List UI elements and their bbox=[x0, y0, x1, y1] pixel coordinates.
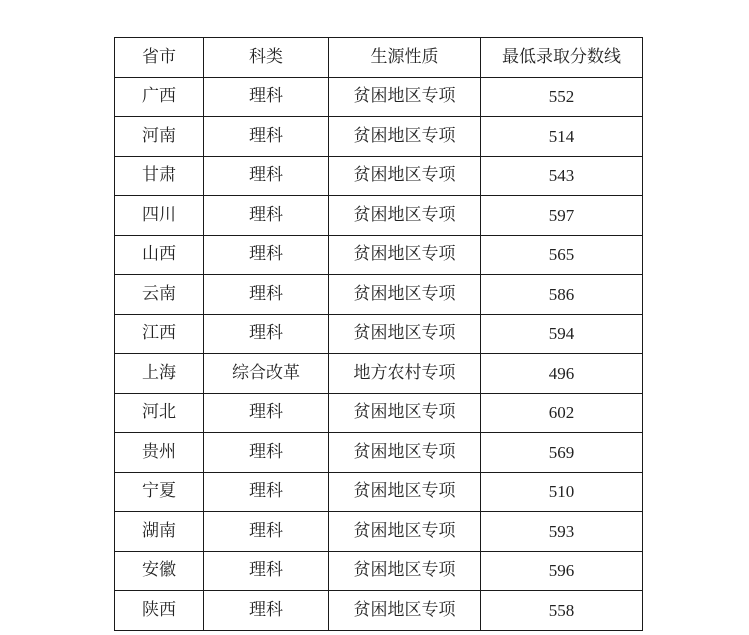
category-cell: 理科 bbox=[204, 117, 329, 157]
category-cell: 理科 bbox=[204, 275, 329, 315]
score-cell: 510 bbox=[481, 472, 643, 512]
table-row bbox=[115, 77, 643, 117]
category-cell: 理科 bbox=[204, 512, 329, 552]
table-row bbox=[115, 551, 643, 591]
category-cell: 理科 bbox=[204, 472, 329, 512]
source-type-cell: 贫困地区专项 bbox=[329, 77, 481, 117]
province-cell: 云南 bbox=[115, 275, 204, 315]
province-cell: 山西 bbox=[115, 235, 204, 275]
source-type-cell: 地方农村专项 bbox=[329, 354, 481, 394]
score-cell: 586 bbox=[481, 275, 643, 315]
province-cell: 甘肃 bbox=[115, 156, 204, 196]
province-cell: 江西 bbox=[115, 314, 204, 354]
source-type-cell: 贫困地区专项 bbox=[329, 512, 481, 552]
score-cell: 552 bbox=[481, 77, 643, 117]
header-category: 科类 bbox=[204, 38, 329, 78]
province-cell: 贵州 bbox=[115, 433, 204, 473]
score-cell: 594 bbox=[481, 314, 643, 354]
table-row bbox=[115, 235, 643, 275]
category-cell: 理科 bbox=[204, 314, 329, 354]
province-cell: 安徽 bbox=[115, 551, 204, 591]
table-row bbox=[115, 314, 643, 354]
category-cell: 理科 bbox=[204, 77, 329, 117]
source-type-cell: 贫困地区专项 bbox=[329, 393, 481, 433]
table-row bbox=[115, 354, 643, 394]
category-cell: 理科 bbox=[204, 551, 329, 591]
score-cell: 558 bbox=[481, 591, 643, 631]
source-type-cell: 贫困地区专项 bbox=[329, 275, 481, 315]
table-row bbox=[115, 117, 643, 157]
admission-score-table bbox=[114, 37, 643, 631]
province-cell: 湖南 bbox=[115, 512, 204, 552]
province-cell: 河南 bbox=[115, 117, 204, 157]
score-cell: 514 bbox=[481, 117, 643, 157]
category-cell: 理科 bbox=[204, 433, 329, 473]
category-cell: 综合改革 bbox=[204, 354, 329, 394]
source-type-cell: 贫困地区专项 bbox=[329, 156, 481, 196]
score-cell: 602 bbox=[481, 393, 643, 433]
score-cell: 543 bbox=[481, 156, 643, 196]
province-cell: 上海 bbox=[115, 354, 204, 394]
header-province: 省市 bbox=[115, 38, 204, 78]
score-cell: 496 bbox=[481, 354, 643, 394]
table-header-row bbox=[115, 38, 643, 78]
table-row bbox=[115, 393, 643, 433]
table-row bbox=[115, 275, 643, 315]
source-type-cell: 贫困地区专项 bbox=[329, 235, 481, 275]
province-cell: 广西 bbox=[115, 77, 204, 117]
province-cell: 宁夏 bbox=[115, 472, 204, 512]
province-cell: 陕西 bbox=[115, 591, 204, 631]
table-row bbox=[115, 433, 643, 473]
score-cell: 569 bbox=[481, 433, 643, 473]
category-cell: 理科 bbox=[204, 393, 329, 433]
source-type-cell: 贫困地区专项 bbox=[329, 551, 481, 591]
source-type-cell: 贫困地区专项 bbox=[329, 314, 481, 354]
score-cell: 565 bbox=[481, 235, 643, 275]
table-row bbox=[115, 512, 643, 552]
category-cell: 理科 bbox=[204, 235, 329, 275]
source-type-cell: 贫困地区专项 bbox=[329, 472, 481, 512]
category-cell: 理科 bbox=[204, 196, 329, 236]
source-type-cell: 贫困地区专项 bbox=[329, 117, 481, 157]
source-type-cell: 贫困地区专项 bbox=[329, 433, 481, 473]
province-cell: 四川 bbox=[115, 196, 204, 236]
table-row bbox=[115, 472, 643, 512]
category-cell: 理科 bbox=[204, 156, 329, 196]
source-type-cell: 贫困地区专项 bbox=[329, 591, 481, 631]
table-row bbox=[115, 196, 643, 236]
category-cell: 理科 bbox=[204, 591, 329, 631]
score-cell: 593 bbox=[481, 512, 643, 552]
header-min-score: 最低录取分数线 bbox=[481, 38, 643, 78]
header-source-type: 生源性质 bbox=[329, 38, 481, 78]
score-cell: 597 bbox=[481, 196, 643, 236]
score-cell: 596 bbox=[481, 551, 643, 591]
table-row bbox=[115, 156, 643, 196]
table-row bbox=[115, 591, 643, 631]
source-type-cell: 贫困地区专项 bbox=[329, 196, 481, 236]
province-cell: 河北 bbox=[115, 393, 204, 433]
